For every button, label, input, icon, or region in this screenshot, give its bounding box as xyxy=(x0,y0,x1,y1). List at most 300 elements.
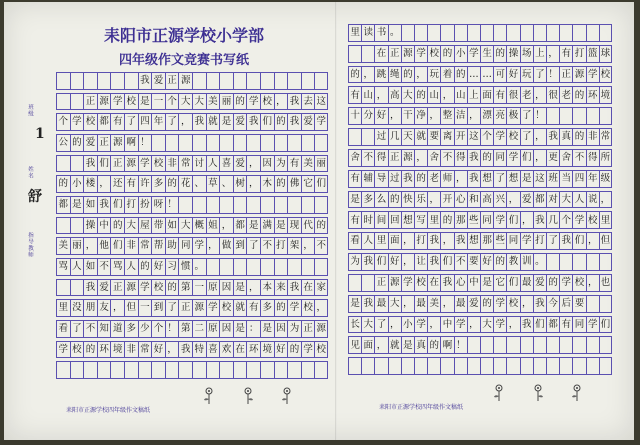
grid-cell: 洁 xyxy=(454,107,467,125)
grid-cell: 它 xyxy=(301,175,315,193)
grid-cell: 来 xyxy=(274,279,288,297)
grid-cell xyxy=(559,253,572,271)
grid-cell xyxy=(192,134,206,152)
grid-cell xyxy=(314,134,328,152)
grid-cell xyxy=(206,72,220,90)
grid-cell: 欢 xyxy=(219,341,233,359)
grid-cell: 的 xyxy=(287,341,301,359)
grid-cell: 们 xyxy=(506,211,519,229)
grid-cell: 去 xyxy=(301,93,315,111)
grid-cell: 得 xyxy=(454,149,467,167)
grid-cell: 正 xyxy=(559,66,572,84)
grid-cell: 在 xyxy=(427,274,440,292)
grid-cell: 最 xyxy=(414,295,427,313)
grid-cell: 学 xyxy=(559,274,572,292)
grid-cell: 打 xyxy=(124,196,138,214)
grid-cell: 山 xyxy=(427,86,440,104)
grid-cell: 我 xyxy=(178,341,192,359)
grid-cell xyxy=(314,72,328,90)
grid-cell: 辅 xyxy=(361,170,374,188)
grid-cell: 了 xyxy=(70,320,84,338)
grid-cell: 常 xyxy=(138,341,152,359)
grid-cell: 人 xyxy=(206,155,220,173)
grid-cell: 代 xyxy=(301,217,315,235)
grid-cell: 说 xyxy=(586,191,599,209)
grid-cell: 朋 xyxy=(83,299,97,317)
grid-cell: 操 xyxy=(506,45,519,63)
grid-cell xyxy=(56,279,70,297)
grid-cell: 们 xyxy=(506,274,519,292)
essay-grid-left xyxy=(56,72,328,382)
grid-cell: 学 xyxy=(56,341,70,359)
grid-cell: 爱 xyxy=(97,279,111,297)
grid-cell: ， xyxy=(301,237,315,255)
grid-cell: 的 xyxy=(546,274,559,292)
grid-cell: 学 xyxy=(586,316,599,334)
grid-cell: 我 xyxy=(287,279,301,297)
grid-cell xyxy=(70,72,84,90)
grid-cell xyxy=(599,24,612,42)
grid-cell: 人 xyxy=(361,232,374,250)
grid-cell: 爱 xyxy=(83,134,97,152)
grid-cell xyxy=(454,357,467,375)
grid-cell: 满 xyxy=(260,217,274,235)
grid-cell: 我 xyxy=(361,295,374,313)
grid-cell: 我 xyxy=(138,72,152,90)
sheet-subtitle: 四年级作文竞赛书写纸 xyxy=(118,53,249,68)
grid-cell: 惯 xyxy=(178,258,192,276)
grid-cell: 正 xyxy=(178,299,192,317)
grid-cell xyxy=(401,357,414,375)
grid-cell: 班 xyxy=(546,170,559,188)
grid-cell xyxy=(414,24,427,42)
grid-cell: 第 xyxy=(178,279,192,297)
grid-cell: 的 xyxy=(480,295,493,313)
grid-cell: 好 xyxy=(151,341,165,359)
grid-cell: 当 xyxy=(559,170,572,188)
grid-cell xyxy=(520,24,533,42)
grid-cell: 不 xyxy=(454,253,467,271)
grid-cell xyxy=(467,24,480,42)
grid-cell xyxy=(348,128,361,146)
grid-cell: 架 xyxy=(287,237,301,255)
grid-cell: 学 xyxy=(586,66,599,84)
grid-cell: 佛 xyxy=(287,175,301,193)
grid-cell: ， xyxy=(388,107,401,125)
grid-cell: 到 xyxy=(151,299,165,317)
grid-cell: 我 xyxy=(454,232,467,250)
grid-cell: 源 xyxy=(124,279,138,297)
grid-cell: 为 xyxy=(287,320,301,338)
grid-cell: 常 xyxy=(178,155,192,173)
grid-cell: 环 xyxy=(246,341,260,359)
grid-cell: 源 xyxy=(192,299,206,317)
grid-cell: 好 xyxy=(274,341,288,359)
grid-cell: 一 xyxy=(192,279,206,297)
grid-cell xyxy=(219,72,233,90)
grid-cell: 丽 xyxy=(219,93,233,111)
grid-cell: 源 xyxy=(110,134,124,152)
grid-cell: ， xyxy=(520,295,533,313)
grid-cell xyxy=(533,24,546,42)
grid-cell: 不 xyxy=(97,258,111,276)
grid-cell: 爱 xyxy=(151,72,165,90)
grid-cell: ， xyxy=(388,316,401,334)
grid-cell: 学 xyxy=(314,113,328,131)
grid-cell: 们 xyxy=(314,175,328,193)
grid-cell: 学 xyxy=(246,93,260,111)
grid-cell: 乐 xyxy=(414,191,427,209)
grid-cell xyxy=(454,24,467,42)
grid-cell: 和 xyxy=(467,191,480,209)
grid-cell: 也 xyxy=(599,274,612,292)
grid-cell: ， xyxy=(427,191,440,209)
grid-cell: 但 xyxy=(124,299,138,317)
grid-cell xyxy=(192,361,206,379)
grid-cell xyxy=(348,45,361,63)
grid-cell xyxy=(56,217,70,235)
grid-cell: ， xyxy=(110,299,124,317)
grid-cell: ， xyxy=(599,191,612,209)
grid-cell: 公 xyxy=(56,134,70,152)
teacher-label: 指导教师 xyxy=(27,232,33,258)
grid-cell: 可 xyxy=(493,66,506,84)
grid-cell: 校 xyxy=(83,113,97,131)
grid-cell: 里 xyxy=(427,211,440,229)
grid-cell xyxy=(110,72,124,90)
grid-cell: 老 xyxy=(427,170,440,188)
grid-cell: 学 xyxy=(301,341,315,359)
grid-cell: 老 xyxy=(559,86,572,104)
grid-cell: 有 xyxy=(124,175,138,193)
grid-cell xyxy=(274,258,288,276)
grid-cell: 非 xyxy=(124,341,138,359)
grid-cell: 有 xyxy=(559,316,572,334)
grid-cell xyxy=(401,24,414,42)
grid-cell: 啊 xyxy=(124,134,138,152)
grid-cell xyxy=(260,361,274,379)
grid-cell: 。 xyxy=(388,24,401,42)
grid-cell: 着 xyxy=(440,66,453,84)
grid-cell: 学 xyxy=(287,299,301,317)
grid-cell: 不 xyxy=(440,149,453,167)
grid-cell: 打 xyxy=(274,237,288,255)
grid-cell: 是 xyxy=(480,274,493,292)
grid-cell xyxy=(274,361,288,379)
grid-cell: 山 xyxy=(454,86,467,104)
grid-cell xyxy=(233,134,247,152)
grid-cell: 几 xyxy=(546,211,559,229)
grid-cell: ！ xyxy=(138,134,152,152)
grid-cell: 人 xyxy=(124,258,138,276)
grid-cell xyxy=(110,361,124,379)
grid-cell: ！ xyxy=(546,66,559,84)
grid-cell: ， xyxy=(178,113,192,131)
flower-decoration-left xyxy=(202,385,314,409)
grid-cell: 有 xyxy=(493,86,506,104)
grid-cell: 过 xyxy=(374,128,387,146)
grid-cell xyxy=(56,361,70,379)
grid-cell: 的 xyxy=(493,45,506,63)
grid-cell xyxy=(480,336,493,354)
grid-cell: 了 xyxy=(124,113,138,131)
grid-cell: 但 xyxy=(599,232,612,250)
grid-cell xyxy=(546,24,559,42)
grid-cell: 大 xyxy=(388,295,401,313)
grid-cell: 学 xyxy=(493,211,506,229)
grid-cell: 如 xyxy=(83,258,97,276)
grid-cell xyxy=(70,93,84,111)
grid-cell: 更 xyxy=(546,149,559,167)
grid-cell: 最 xyxy=(374,295,387,313)
grid-cell: 离 xyxy=(440,128,453,146)
grid-cell: ， xyxy=(440,295,453,313)
grid-cell: ， xyxy=(246,155,260,173)
grid-cell: 的 xyxy=(493,253,506,271)
grid-cell: 本 xyxy=(260,279,274,297)
grid-cell: 见 xyxy=(348,336,361,354)
grid-cell: 学 xyxy=(414,316,427,334)
grid-cell xyxy=(314,361,328,379)
grid-cell xyxy=(361,45,374,63)
grid-cell: 让 xyxy=(414,253,427,271)
grid-cell: 的 xyxy=(233,93,247,111)
grid-cell: 们 xyxy=(374,253,387,271)
grid-cell: 师 xyxy=(440,170,453,188)
grid-cell: 有 xyxy=(348,170,361,188)
grid-cell: ， xyxy=(219,217,233,235)
grid-cell: 玩 xyxy=(427,66,440,84)
grid-cell xyxy=(83,72,97,90)
grid-cell: 心 xyxy=(454,274,467,292)
grid-cell: 因 xyxy=(219,279,233,297)
grid-cell: 后 xyxy=(559,295,572,313)
grid-cell: 不 xyxy=(361,149,374,167)
flower-icon xyxy=(202,385,216,409)
grid-cell: 讨 xyxy=(192,155,206,173)
grid-cell xyxy=(206,361,220,379)
grid-cell xyxy=(165,361,179,379)
grid-cell: 我 xyxy=(467,170,480,188)
grid-cell: 校 xyxy=(70,341,84,359)
grid-cell: 爱 xyxy=(520,191,533,209)
grid-cell: 境 xyxy=(260,341,274,359)
grid-cell: 整 xyxy=(440,107,453,125)
grid-cell: 到 xyxy=(233,237,247,255)
grid-cell: 了 xyxy=(546,232,559,250)
grid-cell xyxy=(572,107,585,125)
grid-cell xyxy=(559,357,572,375)
grid-cell: 人 xyxy=(572,191,585,209)
grid-cell xyxy=(70,279,84,297)
grid-cell: 们 xyxy=(599,316,612,334)
grid-cell: 的 xyxy=(110,217,124,235)
grid-cell: 的 xyxy=(165,175,179,193)
grid-cell: 有 xyxy=(348,86,361,104)
grid-cell xyxy=(301,72,315,90)
grid-cell xyxy=(97,361,111,379)
grid-cell: 们 xyxy=(97,155,111,173)
grid-cell: 正 xyxy=(388,149,401,167)
grid-cell: ！ xyxy=(165,196,179,214)
grid-cell: 开 xyxy=(454,128,467,146)
grid-cell xyxy=(301,196,315,214)
grid-cell: 校 xyxy=(301,299,315,317)
grid-cell: 我 xyxy=(559,232,572,250)
grid-cell xyxy=(599,336,612,354)
grid-cell: 学 xyxy=(138,155,152,173)
grid-cell: 们 xyxy=(533,316,546,334)
grid-cell: 美 xyxy=(427,295,440,313)
grid-cell: 真 xyxy=(559,128,572,146)
grid-cell xyxy=(287,134,301,152)
grid-cell: 楼 xyxy=(83,175,97,193)
grid-cell: ， xyxy=(506,316,519,334)
grid-cell: ， xyxy=(165,341,179,359)
grid-cell: 的 xyxy=(454,66,467,84)
grid-cell: 的 xyxy=(572,86,585,104)
grid-cell xyxy=(546,253,559,271)
grid-cell: 里 xyxy=(348,24,361,42)
grid-cell: 都 xyxy=(533,191,546,209)
grid-cell: ， xyxy=(246,175,260,193)
grid-cell: ， xyxy=(246,279,260,297)
grid-cell xyxy=(533,336,546,354)
grid-cell: 们 xyxy=(520,149,533,167)
grid-cell xyxy=(206,196,220,214)
grid-cell: 分 xyxy=(361,107,374,125)
grid-cell xyxy=(246,196,260,214)
grid-cell: 间 xyxy=(374,211,387,229)
grid-cell xyxy=(348,357,361,375)
grid-cell xyxy=(586,24,599,42)
grid-cell xyxy=(520,336,533,354)
grid-cell: 少 xyxy=(138,320,152,338)
grid-cell: 。 xyxy=(192,258,206,276)
grid-cell: 老 xyxy=(520,86,533,104)
grid-cell: 四 xyxy=(572,170,585,188)
grid-cell: ， xyxy=(546,45,559,63)
grid-cell: 不 xyxy=(260,237,274,255)
grid-cell: 学 xyxy=(572,211,585,229)
grid-cell: 我 xyxy=(427,232,440,250)
grid-cell: 回 xyxy=(388,211,401,229)
grid-cell: 爱 xyxy=(233,113,247,131)
grid-cell: 喜 xyxy=(206,341,220,359)
grid-cell xyxy=(374,357,387,375)
grid-cell: 得 xyxy=(586,149,599,167)
grid-cell: 呀 xyxy=(151,196,165,214)
grid-cell xyxy=(219,134,233,152)
grid-cell: ， xyxy=(533,86,546,104)
grid-cell: 源 xyxy=(401,45,414,63)
grid-cell: 最 xyxy=(520,274,533,292)
grid-cell: 年 xyxy=(151,113,165,131)
grid-cell: 上 xyxy=(467,86,480,104)
grid-cell: 我 xyxy=(83,155,97,173)
grid-cell: 有 xyxy=(110,113,124,131)
grid-cell: 源 xyxy=(572,66,585,84)
grid-cell xyxy=(586,253,599,271)
grid-cell: 舍 xyxy=(348,149,361,167)
grid-cell xyxy=(533,357,546,375)
grid-cell: 了 xyxy=(246,237,260,255)
grid-cell xyxy=(440,357,453,375)
grid-cell: 净 xyxy=(414,107,427,125)
flower-icon xyxy=(280,385,294,409)
grid-cell: ， xyxy=(533,128,546,146)
grid-cell: 今 xyxy=(546,295,559,313)
grid-cell xyxy=(361,128,374,146)
grid-cell xyxy=(178,196,192,214)
grid-cell: 的 xyxy=(314,217,328,235)
grid-cell: 正 xyxy=(374,274,387,292)
grid-cell xyxy=(520,357,533,375)
grid-cell: 打 xyxy=(572,45,585,63)
grid-cell: 同 xyxy=(506,232,519,250)
grid-cell: 二 xyxy=(192,320,206,338)
grid-cell: 我 xyxy=(401,170,414,188)
grid-cell xyxy=(70,155,84,173)
essay-grid-right xyxy=(348,24,612,378)
grid-cell: 们 xyxy=(110,237,124,255)
grid-cell: 知 xyxy=(97,320,111,338)
grid-cell xyxy=(56,155,70,173)
grid-cell: 的 xyxy=(414,86,427,104)
grid-cell: 正 xyxy=(388,45,401,63)
grid-cell: 个 xyxy=(559,211,572,229)
grid-cell: ， xyxy=(467,107,480,125)
grid-cell xyxy=(301,258,315,276)
grid-cell: 一 xyxy=(151,93,165,111)
grid-cell: 的 xyxy=(165,279,179,297)
grid-cell xyxy=(260,72,274,90)
grid-cell: 就 xyxy=(233,299,247,317)
grid-cell: 面 xyxy=(388,232,401,250)
grid-cell: 源 xyxy=(314,320,328,338)
grid-cell: 校 xyxy=(151,155,165,173)
grid-cell xyxy=(559,336,572,354)
grid-cell: 骂 xyxy=(110,258,124,276)
grid-cell: 多 xyxy=(124,320,138,338)
grid-cell: 喜 xyxy=(219,155,233,173)
grid-cell xyxy=(361,274,374,292)
grid-cell: 想 xyxy=(467,232,480,250)
grid-cell: 原 xyxy=(206,320,220,338)
grid-cell xyxy=(246,72,260,90)
grid-cell: 同 xyxy=(493,149,506,167)
grid-cell: 训 xyxy=(520,253,533,271)
grid-cell xyxy=(274,72,288,90)
grid-cell: 源 xyxy=(124,155,138,173)
grid-cell: 源 xyxy=(401,149,414,167)
grid-cell xyxy=(219,361,233,379)
grid-cell: 多 xyxy=(260,299,274,317)
grid-cell: ， xyxy=(520,211,533,229)
grid-cell: 了 xyxy=(165,113,179,131)
grid-cell: 里 xyxy=(56,299,70,317)
grid-cell: 校 xyxy=(151,279,165,297)
grid-cell: 因 xyxy=(274,320,288,338)
grid-cell xyxy=(138,361,152,379)
grid-cell: 学 xyxy=(520,232,533,250)
grid-cell: 了 xyxy=(533,66,546,84)
grid-cell: 同 xyxy=(178,237,192,255)
grid-cell: 了 xyxy=(520,128,533,146)
grid-cell xyxy=(192,72,206,90)
grid-cell: ， xyxy=(506,191,519,209)
grid-cell: 学 xyxy=(493,128,506,146)
